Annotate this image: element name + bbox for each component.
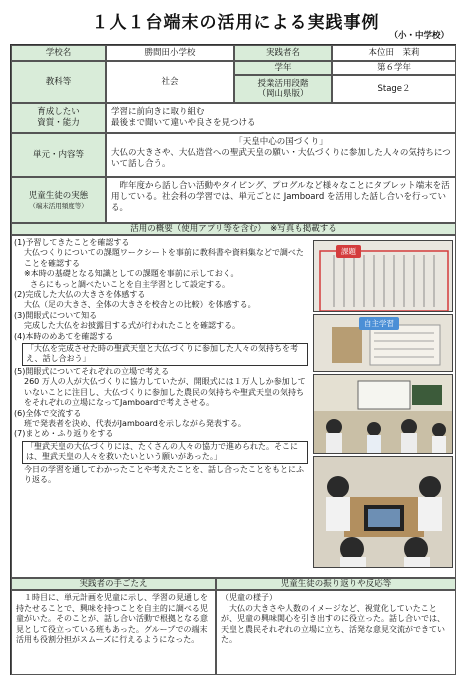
- overview-item: 班で発表者を決め、代表がJamboardを示しながら発表する。: [24, 418, 246, 428]
- actual-sublabel: （端末活用頻度等）: [29, 201, 88, 210]
- school-label: 学校名: [11, 45, 106, 61]
- reflection-heading: 児童生徒の振り返りや反応等: [216, 578, 456, 590]
- overview-list: [14, 238, 310, 485]
- reflection-body: [216, 590, 456, 675]
- overview-item: 260 万人の人が大仏づくりに協力していたが、開眼式には１万人しか参加していないことに注目し、大仏づくりに参加した農民の気持ちや聖武天皇の気持ちをそれぞれの立場になってJamboardで考えさせる。: [24, 377, 306, 408]
- overview-item: (4)本時のめあてを確認する: [14, 331, 114, 341]
- overview-body: [11, 235, 456, 578]
- worksheet-photo: [313, 240, 453, 312]
- practitioner-heading: 実践者の手ごたえ: [11, 578, 216, 590]
- overview-item: ※本時の基礎となる知識としての課題を事前に示しておく。: [24, 269, 239, 279]
- classroom-photo-image: [314, 375, 453, 454]
- goals-label: 育成したい 資質・能力: [11, 103, 106, 133]
- self-study-tag: 自主学習: [359, 317, 399, 330]
- overview-item: 今日の学習を通してわかったことや考えたことを、話し合ったことをもとにふり返る。: [24, 464, 304, 484]
- unit-label: 単元・内容等: [11, 133, 106, 177]
- overview-item: さらにもっと調べたいことを自主学習として設定する。: [30, 279, 230, 289]
- overview-item: (3)開眼式について知る: [14, 310, 98, 320]
- stage-label: 授業活用段階 （岡山県版）: [234, 75, 332, 103]
- worksheet-photo-image: [314, 241, 453, 312]
- overview-item: 「大仏を完成させた時の聖武天皇と大仏づくりに参加した人々の気持ちを考え、話し合おう」: [22, 343, 308, 366]
- practitioner-text: １時目に、単元計画を児童に示し、学習の見通しを持たせることで、興味を持つことを自主的に調べる児童がいた。そのことが、話し合い活動で根拠となる意見として役立っている班もあった。グループでの端末活用も役割分担がスムーズに行えるようになった。: [11, 590, 216, 675]
- grade-label: 学年: [234, 61, 332, 75]
- report-sheet: [10, 44, 456, 675]
- unit-content: [106, 133, 456, 177]
- overview-item: (2)完成した大仏の大きさを体感する: [14, 290, 146, 300]
- grade-value: 第６学年: [332, 61, 456, 75]
- self-study-photo: [313, 314, 453, 372]
- subject-value: 社会: [106, 61, 234, 103]
- overview-item: (7)まとめ・ふり返りをする: [14, 429, 114, 439]
- goals-content: [106, 103, 456, 133]
- overview-item: 大仏（足の大きさ、全体の大きさを校舎との比較）を体感する。: [24, 300, 256, 310]
- overview-item: (5)開眼式についてそれぞれの立場で考える: [14, 366, 170, 376]
- task-tag: 課題: [336, 245, 361, 258]
- subject-label: 教科等: [11, 61, 106, 103]
- overview-item: (6)全体で交流する: [14, 408, 82, 418]
- reflection-subheading: （児童の様子）: [221, 593, 277, 602]
- actual-text: 昨年度から話し合い活動やタイピング、プログルなど様々なことにタブレット端末を活用している。社会科の学習では、単元ごとに Jamboard を活用した話し合いを行っている。: [106, 177, 456, 223]
- overview-item: 完成した大仏をお披露目する式が行われたことを確認する。: [24, 321, 240, 331]
- group-work-photo-image: [314, 457, 453, 568]
- overview-item: 大仏つくりについての課題ワークシートを事前に教科書や資料集などで調べたことを確認する: [24, 248, 304, 268]
- classroom-photo: [313, 374, 453, 454]
- stage-value: Stage２: [332, 75, 456, 103]
- overview-heading: 活用の概要（使用アプリ等を含む） ※写真も掲載する: [11, 223, 456, 235]
- goal-line: 最後まで聞いて違いや良さを見つける: [111, 118, 256, 128]
- goal-line: 学習に前向きに取り組む: [111, 107, 205, 117]
- teacher-label: 実践者名: [234, 45, 332, 61]
- school-name: 勝間田小学校: [106, 45, 234, 61]
- actual-label-cell: [11, 177, 106, 223]
- teacher-name: 本位田 茉莉: [332, 45, 456, 61]
- school-level-label: （小・中学校）: [389, 31, 449, 41]
- page-title: １人１台端末の活用による実践事例: [91, 13, 380, 33]
- actual-label: 児童生徒の実態: [28, 190, 89, 201]
- unit-title: 「天皇中心の国づくり」: [234, 137, 328, 147]
- overview-item: (1)予習してきたことを確認する: [14, 238, 130, 247]
- unit-description: 大仏の大きさや、大仏造営への聖武天皇の願い・大仏づくりに参加した人々の気持ちについて話し合う。: [111, 148, 451, 169]
- overview-item: 「聖武天皇の大仏づくりには、たくさんの人々の協力で進められた。そこには、聖武天皇の人々を救いたいという願いがあった。」: [22, 441, 308, 464]
- reflection-text: 大仏の大きさや人数のイメージなど、視覚化していたことが、児童の興味関心を引き出すのに役立った。話し合いでは、天皇と農民それぞれの立場に立ち、活発な意見交流ができていた。: [221, 603, 445, 645]
- group-work-photo: [313, 456, 453, 568]
